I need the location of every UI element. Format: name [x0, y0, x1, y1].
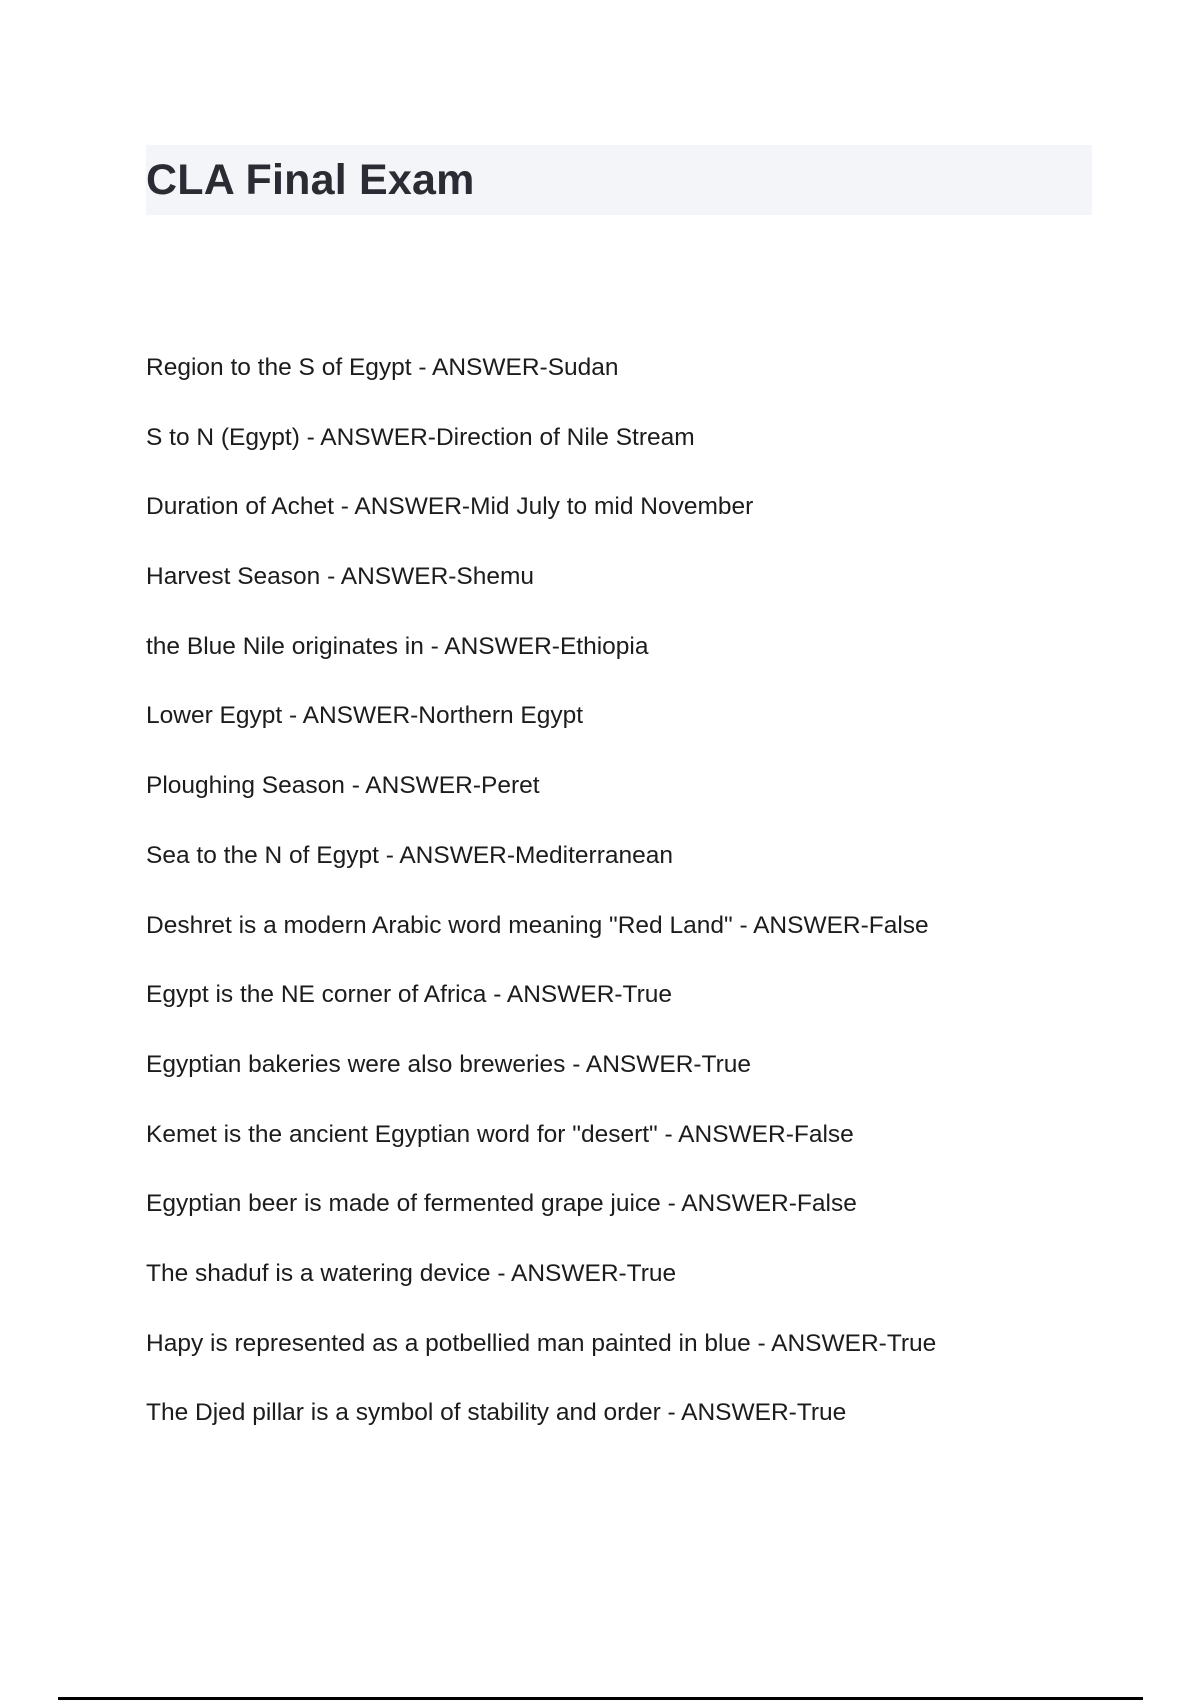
qa-item: Lower Egypt - ANSWER-Northern Egypt [146, 702, 584, 730]
qa-item: Egyptian bakeries were also breweries - ANSWER-True [146, 1050, 752, 1078]
qa-item: Hapy is represented as a potbellied man painted in blue - ANSWER-True [146, 1329, 937, 1357]
qa-item: Region to the S of Egypt - ANSWER-Sudan [146, 354, 619, 381]
qa-item: Duration of Achet - ANSWER-Mid July to mid November [146, 493, 754, 521]
qa-item: Egypt is the NE corner of Africa - ANSWER-True [146, 981, 673, 1009]
page-title: CLA Final Exam [146, 156, 475, 204]
qa-item: Kemet is the ancient Egyptian word for "desert" - ANSWER-False [146, 1120, 854, 1148]
qa-item: Deshret is a modern Arabic word meaning "Red Land" - ANSWER-False [146, 911, 929, 939]
qa-item: The shaduf is a watering device - ANSWER-True [146, 1259, 677, 1287]
qa-item: the Blue Nile originates in - ANSWER-Ethiopia [146, 632, 649, 660]
qa-item: Sea to the N of Egypt - ANSWER-Mediterranean [146, 841, 673, 869]
qa-item: Harvest Season - ANSWER-Shemu [146, 563, 535, 591]
qa-item: The Djed pillar is a symbol of stability and order - ANSWER-True [146, 1399, 847, 1427]
qa-list [146, 348, 1106, 1463]
qa-item: Egyptian beer is made of fermented grape juice - ANSWER-False [146, 1190, 857, 1218]
title-banner [146, 145, 1092, 215]
qa-item: S to N (Egypt) - ANSWER-Direction of Nile Stream [146, 423, 695, 451]
qa-item: Ploughing Season - ANSWER-Peret [146, 772, 540, 800]
